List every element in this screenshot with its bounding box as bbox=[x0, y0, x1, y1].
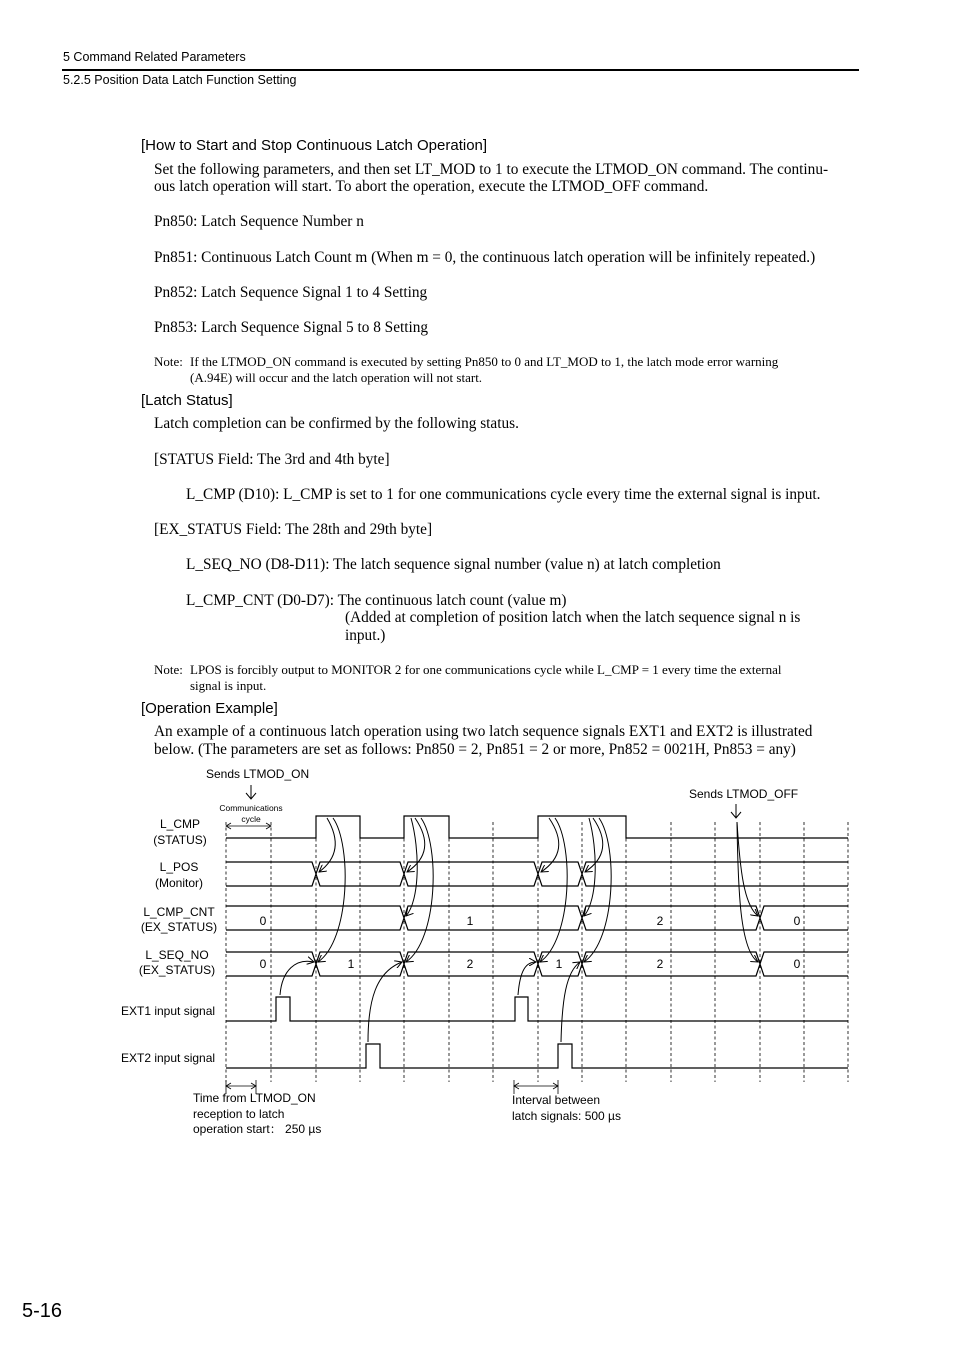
heading-start-stop: [How to Start and Stop Continuous Latch Operation] bbox=[141, 137, 488, 154]
time-label-line1: Time from LTMOD_ON bbox=[193, 1091, 316, 1105]
lpos-bus bbox=[226, 862, 848, 886]
section-header: 5.2.5 Position Data Latch Function Setting bbox=[63, 73, 297, 87]
lpos-label-line1: L_POS bbox=[159, 860, 199, 874]
cnt-value: 1 bbox=[466, 914, 474, 928]
status-field-label: [STATUS Field: The 3rd and 4th byte] bbox=[154, 451, 390, 468]
cnt-value: 0 bbox=[259, 914, 267, 928]
seq-value: 2 bbox=[466, 957, 474, 971]
seq-value: 2 bbox=[656, 957, 664, 971]
time-label-line2: reception to latch bbox=[193, 1107, 285, 1121]
interval-label-line2: latch signals: 500 µs bbox=[512, 1109, 621, 1123]
note-label: Note: bbox=[154, 354, 183, 369]
heading-latch-status: [Latch Status] bbox=[141, 392, 233, 409]
ext1-label: EXT1 input signal bbox=[121, 1004, 216, 1018]
lcnt-description-line2: (Added at completion of position latch when the latch sequence signal n is bbox=[345, 609, 801, 626]
comm-cycle-label-line1: Communications bbox=[219, 803, 283, 813]
param-pn851: Pn851: Continuous Latch Count m (When m = 0, the continuous latch operation will be infinitely repeated.) bbox=[154, 249, 816, 266]
comm-cycle-label-line2: cycle bbox=[241, 814, 261, 824]
param-pn852: Pn852: Latch Sequence Signal 1 to 4 Setting bbox=[154, 284, 428, 301]
seq-value: 0 bbox=[259, 957, 267, 971]
chapter-header: 5 Command Related Parameters bbox=[63, 50, 246, 64]
interval-dimension bbox=[514, 1080, 558, 1094]
lcmp-description: L_CMP (D10): L_CMP is set to 1 for one communications cycle every time the external signal is input. bbox=[186, 486, 821, 503]
param-pn853: Pn853: Larch Sequence Signal 5 to 8 Setting bbox=[154, 319, 429, 336]
lcmp-label-line1: L_CMP bbox=[159, 817, 201, 831]
ext2-label: EXT2 input signal bbox=[121, 1051, 216, 1065]
note-label: Note: bbox=[154, 662, 183, 677]
lcmp-label-line2: (STATUS) bbox=[153, 833, 207, 847]
sends-ltmod-on-label: Sends LTMOD_ON bbox=[206, 767, 310, 781]
start-stop-intro-line1: Set the following parameters, and then set LT_MOD to 1 to execute the LTMOD_ON command. The continu- bbox=[154, 161, 829, 178]
ext2-waveform bbox=[226, 1044, 848, 1068]
param-pn850: Pn850: Latch Sequence Number n bbox=[154, 213, 364, 230]
lseq-bus bbox=[226, 952, 848, 976]
note-text-line2: signal is input. bbox=[190, 678, 267, 693]
cnt-value: 2 bbox=[656, 914, 664, 928]
lcmp-waveform bbox=[226, 816, 848, 838]
note-text-line1: LPOS is forcibly output to MONITOR 2 for one communications cycle while L_CMP = 1 every time the external bbox=[190, 662, 782, 677]
cnt-value: 0 bbox=[793, 914, 801, 928]
lcnt-bus bbox=[226, 906, 848, 930]
lcnt-label-line2: (EX_STATUS) bbox=[140, 920, 218, 934]
start-stop-intro-line2: ous latch operation will start. To abort the operation, execute the LTMOD_OFF command. bbox=[154, 178, 709, 195]
latch-status-intro: Latch completion can be confirmed by the following status. bbox=[154, 415, 519, 432]
lcnt-description-line3: input.) bbox=[345, 627, 386, 644]
lseq-description: L_SEQ_NO (D8-D11): The latch sequence signal number (value n) at latch completion bbox=[186, 556, 721, 573]
operation-intro-line2: below. (The parameters are set as follows: Pn850 = 2, Pn851 = 2 or more, Pn852 = 0021H, Pn853 = any) bbox=[154, 741, 796, 758]
seq-value: 1 bbox=[347, 957, 355, 971]
sends-ltmod-off-label: Sends LTMOD_OFF bbox=[689, 787, 799, 801]
seq-value: 1 bbox=[555, 957, 563, 971]
seq-value: 0 bbox=[793, 957, 801, 971]
page-number: 5-16 bbox=[22, 1300, 63, 1322]
ex-status-field-label: [EX_STATUS Field: The 28th and 29th byte] bbox=[154, 521, 433, 538]
lseq-label-line2: (EX_STATUS) bbox=[138, 963, 216, 977]
lcnt-label-line1: L_CMP_CNT bbox=[143, 905, 215, 919]
time-label-line3: operation start： 250 µs bbox=[193, 1122, 322, 1136]
note-text-line2: (A.94E) will occur and the latch operation will not start. bbox=[190, 370, 483, 385]
command-arrows bbox=[246, 785, 741, 818]
interval-label-line1: Interval between bbox=[512, 1093, 601, 1107]
operation-intro-line1: An example of a continuous latch operation using two latch sequence signals EXT1 and EXT2 is illustrated bbox=[154, 723, 813, 740]
lseq-label-line1: L_SEQ_NO bbox=[145, 948, 209, 962]
lcnt-description-line1: L_CMP_CNT (D0-D7): The continuous latch count (value m) bbox=[186, 592, 567, 609]
heading-operation-example: [Operation Example] bbox=[141, 700, 278, 717]
ext1-waveform bbox=[226, 997, 848, 1021]
lpos-label-line2: (Monitor) bbox=[154, 876, 204, 890]
note-text-line1: If the LTMOD_ON command is executed by setting Pn850 to 0 and LT_MOD to 1, the latch mode error warning bbox=[190, 354, 779, 369]
